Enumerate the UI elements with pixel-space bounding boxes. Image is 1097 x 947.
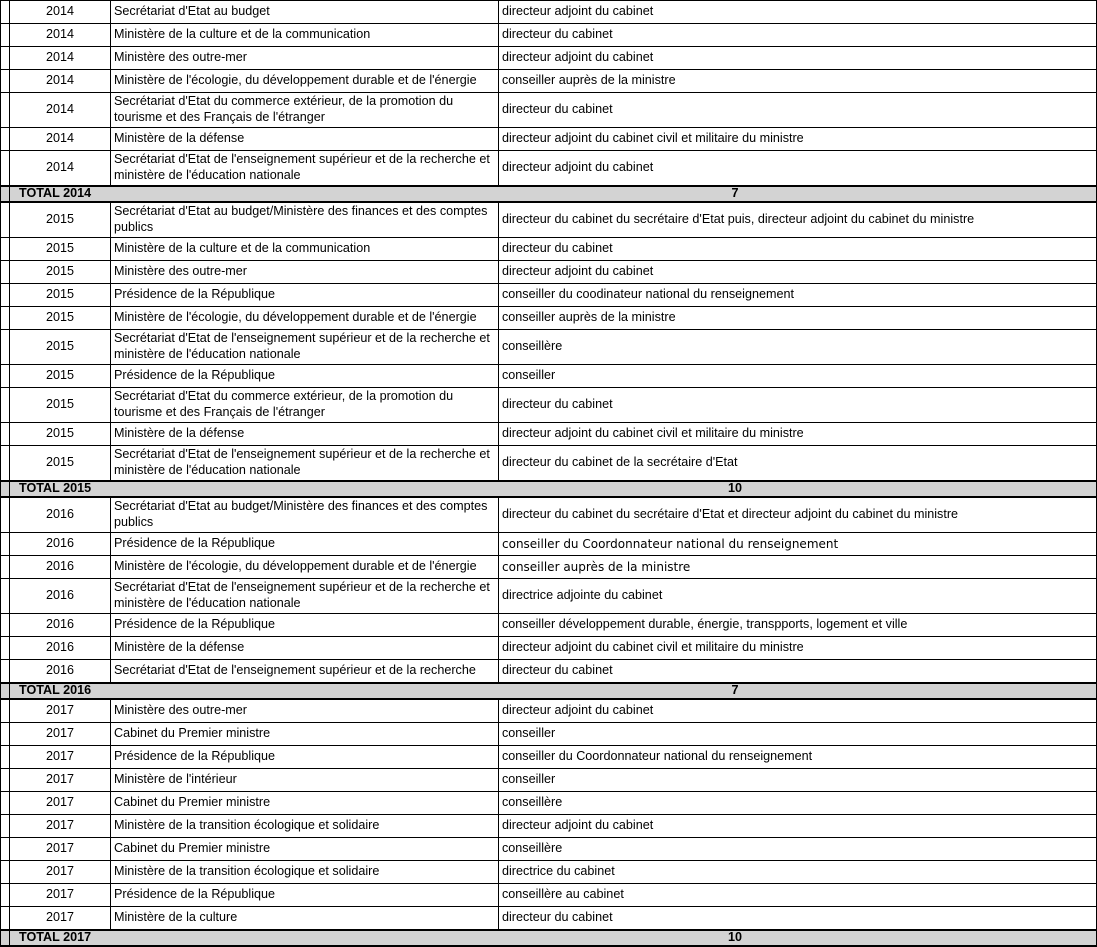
gutter-cell [1, 330, 10, 364]
function-cell[interactable]: conseiller auprès de la ministre [502, 73, 676, 88]
table-row [1, 579, 1096, 614]
year-cell[interactable]: 2015 [10, 307, 111, 329]
gutter-cell [1, 533, 10, 555]
entity-cell[interactable]: Présidence de la République [111, 746, 499, 768]
table-row [1, 238, 1096, 261]
table-row [1, 498, 1096, 533]
total-count[interactable]: 10 [727, 481, 743, 496]
entity-cell[interactable]: Ministère des outre-mer [111, 261, 499, 283]
gutter-cell [1, 47, 10, 69]
table-row [1, 556, 1096, 579]
total-label[interactable]: TOTAL 2017 [19, 930, 92, 945]
entity-cell[interactable]: Secrétariat d'Etat au budget/Ministère des finances et des comptes publics [111, 203, 499, 237]
function-cell[interactable]: conseillère au cabinet [502, 887, 624, 902]
entity-cell[interactable]: Ministère de la défense [111, 128, 499, 150]
total-row [1, 480, 1096, 498]
function-cell[interactable]: directeur du cabinet [502, 241, 613, 256]
entity-cell[interactable]: Cabinet du Premier ministre [111, 792, 499, 814]
total-row [1, 929, 1096, 947]
function-cell[interactable]: conseiller du Coordonnateur national du renseignement [502, 749, 813, 764]
year-cell[interactable]: 2015 [10, 365, 111, 387]
gutter-cell [1, 365, 10, 387]
function-cell[interactable]: directrice du cabinet [502, 864, 615, 879]
gutter-cell [1, 1, 10, 23]
table-row [1, 1, 1096, 24]
entity-cell[interactable]: Secrétariat d'Etat de l'enseignement supérieur et de la recherche et ministère de l'éducation nationale [111, 151, 499, 185]
table-row [1, 861, 1096, 884]
year-cell[interactable]: 2015 [10, 284, 111, 306]
table-row [1, 24, 1096, 47]
gutter-cell [1, 838, 10, 860]
table-row [1, 838, 1096, 861]
entity-cell[interactable]: Présidence de la République [111, 884, 499, 906]
entity-cell[interactable]: Ministère de la transition écologique et solidaire [111, 815, 499, 837]
table-row [1, 533, 1096, 556]
table-row [1, 614, 1096, 637]
function-cell[interactable]: directeur adjoint du cabinet [502, 50, 654, 65]
function-cell[interactable]: conseiller [502, 772, 556, 787]
function-cell[interactable]: conseiller [502, 368, 556, 383]
function-cell[interactable]: conseiller développement durable, énergie, transpports, logement et ville [502, 617, 908, 632]
entity-cell[interactable]: Présidence de la République [111, 365, 499, 387]
year-cell[interactable]: 2015 [10, 330, 111, 364]
table-row [1, 907, 1096, 930]
table-row [1, 700, 1096, 723]
total-label[interactable]: TOTAL 2014 [19, 186, 92, 201]
gutter-cell [1, 151, 10, 185]
year-cell[interactable]: 2014 [10, 93, 111, 127]
year-cell[interactable]: 2014 [10, 1, 111, 23]
gutter-cell [1, 307, 10, 329]
gutter-cell [1, 498, 10, 532]
entity-cell[interactable]: Ministère de la culture [111, 907, 499, 929]
function-cell[interactable]: directeur adjoint du cabinet [502, 160, 654, 175]
table-row [1, 284, 1096, 307]
year-cell[interactable]: 2016 [10, 556, 111, 578]
entity-cell[interactable]: Ministère de l'écologie, du développement durable et de l'énergie [111, 556, 499, 578]
function-cell[interactable]: directeur adjoint du cabinet civil et militaire du ministre [502, 131, 804, 146]
year-cell[interactable]: 2017 [10, 723, 111, 745]
entity-cell[interactable]: Ministère de la transition écologique et solidaire [111, 861, 499, 883]
gutter-cell [1, 815, 10, 837]
table-row [1, 330, 1096, 365]
table-row [1, 47, 1096, 70]
table-row [1, 660, 1096, 683]
function-cell[interactable]: conseiller [502, 726, 556, 741]
gutter-cell [1, 128, 10, 150]
entity-cell[interactable]: Ministère de la défense [111, 423, 499, 445]
year-cell[interactable]: 2017 [10, 861, 111, 883]
year-cell[interactable]: 2015 [10, 203, 111, 237]
gutter-cell [1, 660, 10, 682]
year-cell[interactable]: 2016 [10, 614, 111, 636]
table-row [1, 70, 1096, 93]
gutter-cell [1, 284, 10, 306]
function-cell[interactable]: conseiller du coodinateur national du renseignement [502, 287, 794, 302]
year-cell[interactable]: 2015 [10, 446, 111, 480]
entity-cell[interactable]: Secrétariat d'Etat de l'enseignement supérieur et de la recherche et ministère de l'éducation nationale [111, 330, 499, 364]
gutter-cell [1, 861, 10, 883]
table-row [1, 151, 1096, 186]
table-row [1, 769, 1096, 792]
entity-cell[interactable]: Secrétariat d'Etat de l'enseignement supérieur et de la recherche et ministère de l'éducation nationale [111, 579, 499, 613]
year-cell[interactable]: 2017 [10, 838, 111, 860]
function-cell[interactable]: directeur adjoint du cabinet [502, 4, 654, 19]
entity-cell[interactable]: Ministère de l'écologie, du développement durable et de l'énergie [111, 307, 499, 329]
function-cell[interactable]: directeur du cabinet de la secrétaire d'Etat [502, 455, 738, 470]
total-label[interactable]: TOTAL 2016 [19, 683, 92, 698]
entity-cell[interactable]: Ministère de la culture et de la communication [111, 238, 499, 260]
entity-cell[interactable]: Présidence de la République [111, 533, 499, 555]
table-row [1, 792, 1096, 815]
entity-cell[interactable]: Ministère de la défense [111, 637, 499, 659]
total-row [1, 185, 1096, 203]
year-cell[interactable]: 2016 [10, 533, 111, 555]
table-row [1, 203, 1096, 238]
year-cell[interactable]: 2014 [10, 128, 111, 150]
year-cell[interactable]: 2015 [10, 423, 111, 445]
function-cell[interactable]: directeur du cabinet du secrétaire d'Etat puis, directeur adjoint du cabinet du ministre [502, 212, 975, 227]
gutter-cell [1, 907, 10, 929]
entity-cell[interactable]: Ministère de la culture et de la communication [111, 24, 499, 46]
gutter-cell [1, 93, 10, 127]
entity-cell[interactable]: Ministère de l'écologie, du développement durable et de l'énergie [111, 70, 499, 92]
entity-cell[interactable]: Cabinet du Premier ministre [111, 723, 499, 745]
total-count[interactable]: 7 [731, 683, 739, 698]
year-cell[interactable]: 2016 [10, 579, 111, 613]
gutter-cell [1, 769, 10, 791]
function-cell[interactable]: directrice adjointe du cabinet [502, 588, 663, 603]
table-row [1, 128, 1096, 151]
total-row [1, 682, 1096, 700]
gutter-cell [1, 24, 10, 46]
function-cell[interactable]: conseillère [502, 795, 563, 810]
year-cell[interactable]: 2014 [10, 47, 111, 69]
function-cell[interactable]: conseillère [502, 339, 563, 354]
year-cell[interactable]: 2017 [10, 884, 111, 906]
function-cell[interactable]: conseiller du Coordonnateur national du renseignement [502, 536, 839, 551]
gutter-cell [1, 684, 10, 698]
table-row [1, 815, 1096, 838]
gutter-cell [1, 388, 10, 422]
gutter-cell [1, 746, 10, 768]
function-cell[interactable]: directeur adjoint du cabinet [502, 264, 654, 279]
year-cell[interactable]: 2016 [10, 637, 111, 659]
table-row [1, 423, 1096, 446]
table-row [1, 637, 1096, 660]
total-label[interactable]: TOTAL 2015 [19, 481, 92, 496]
gutter-cell [1, 446, 10, 480]
year-cell[interactable]: 2014 [10, 151, 111, 185]
gutter-cell [1, 700, 10, 722]
function-cell[interactable]: directeur adjoint du cabinet civil et militaire du ministre [502, 426, 804, 441]
function-cell[interactable]: conseillère [502, 841, 563, 856]
gutter-cell [1, 238, 10, 260]
gutter-cell [1, 187, 10, 201]
table-row [1, 746, 1096, 769]
table-row [1, 388, 1096, 423]
year-cell[interactable]: 2017 [10, 746, 111, 768]
gutter-cell [1, 482, 10, 496]
entity-cell[interactable]: Secrétariat d'Etat du commerce extérieur, de la promotion du tourisme et des Français de l'étranger [111, 93, 499, 127]
year-cell[interactable]: 2017 [10, 907, 111, 929]
total-count[interactable]: 7 [731, 186, 739, 201]
gutter-cell [1, 203, 10, 237]
entity-cell[interactable]: Cabinet du Premier ministre [111, 838, 499, 860]
year-cell[interactable]: 2016 [10, 660, 111, 682]
function-cell[interactable]: directeur adjoint du cabinet [502, 703, 654, 718]
table-row [1, 365, 1096, 388]
gutter-cell [1, 723, 10, 745]
entity-cell[interactable]: Secrétariat d'Etat au budget [111, 1, 499, 23]
function-cell[interactable]: directeur du cabinet [502, 397, 613, 412]
year-cell[interactable]: 2017 [10, 792, 111, 814]
year-cell[interactable]: 2014 [10, 70, 111, 92]
table-row [1, 307, 1096, 330]
gutter-cell [1, 423, 10, 445]
function-cell[interactable]: directeur du cabinet [502, 27, 613, 42]
entity-cell[interactable]: Secrétariat d'Etat au budget/Ministère des finances et des comptes publics [111, 498, 499, 532]
function-cell[interactable]: directeur du cabinet [502, 663, 613, 678]
gutter-cell [1, 261, 10, 283]
gutter-cell [1, 614, 10, 636]
table-row [1, 93, 1096, 128]
table-row [1, 446, 1096, 481]
function-cell[interactable]: conseiller auprès de la ministre [502, 559, 691, 574]
year-cell[interactable]: 2017 [10, 815, 111, 837]
function-cell[interactable]: directeur du cabinet du secrétaire d'Etat et directeur adjoint du cabinet du ministre [502, 507, 959, 522]
entity-cell[interactable]: Ministère des outre-mer [111, 700, 499, 722]
table-row [1, 884, 1096, 907]
entity-cell[interactable]: Ministère des outre-mer [111, 47, 499, 69]
gutter-cell [1, 579, 10, 613]
gutter-cell [1, 884, 10, 906]
function-cell[interactable]: directeur adjoint du cabinet civil et militaire du ministre [502, 640, 804, 655]
year-cell[interactable]: 2016 [10, 498, 111, 532]
entity-cell[interactable]: Ministère de l'intérieur [111, 769, 499, 791]
entity-cell[interactable]: Secrétariat d'Etat de l'enseignement supérieur et de la recherche et ministère de l'éducation nationale [111, 446, 499, 480]
total-count[interactable]: 10 [727, 930, 743, 945]
entity-cell[interactable]: Présidence de la République [111, 284, 499, 306]
gutter-cell [1, 556, 10, 578]
entity-cell[interactable]: Secrétariat d'Etat de l'enseignement supérieur et de la recherche [111, 660, 499, 682]
function-cell[interactable]: directeur adjoint du cabinet [502, 818, 654, 833]
entity-cell[interactable]: Secrétariat d'Etat du commerce extérieur, de la promotion du tourisme et des Français de l'étranger [111, 388, 499, 422]
year-cell[interactable]: 2017 [10, 700, 111, 722]
table-row [1, 723, 1096, 746]
year-cell[interactable]: 2015 [10, 238, 111, 260]
gutter-cell [1, 792, 10, 814]
function-cell[interactable]: conseiller auprès de la ministre [502, 310, 676, 325]
year-cell[interactable]: 2015 [10, 261, 111, 283]
function-cell[interactable]: directeur du cabinet [502, 102, 613, 117]
entity-cell[interactable]: Présidence de la République [111, 614, 499, 636]
table-row [1, 261, 1096, 284]
gutter-cell [1, 637, 10, 659]
year-cell[interactable]: 2014 [10, 24, 111, 46]
year-cell[interactable]: 2017 [10, 769, 111, 791]
gutter-cell [1, 70, 10, 92]
year-cell[interactable]: 2015 [10, 388, 111, 422]
function-cell[interactable]: directeur du cabinet [502, 910, 613, 925]
